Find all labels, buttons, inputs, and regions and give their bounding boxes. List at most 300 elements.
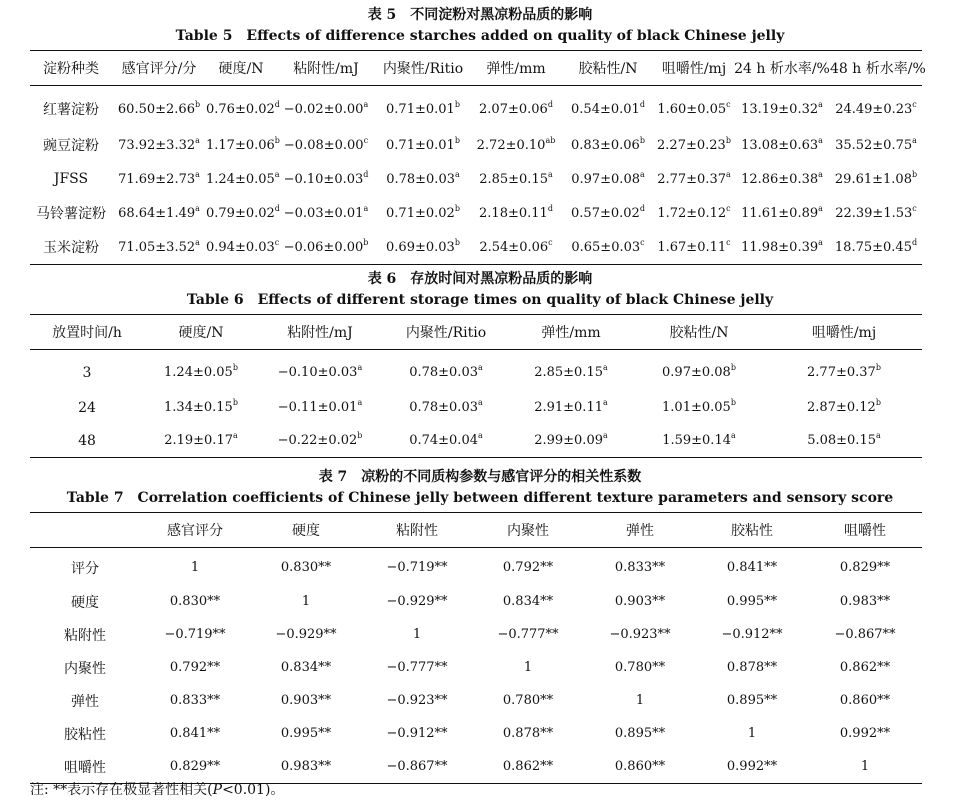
significance-letter: b — [232, 363, 238, 372]
significance-letter: b — [730, 363, 736, 372]
cell-value: 11.61±0.89 — [741, 205, 819, 221]
significance-letter: b — [357, 431, 363, 440]
table6-cell — [144, 350, 258, 392]
significance-letter: a — [603, 363, 608, 372]
table7-cell: 0.792** — [502, 560, 554, 575]
table5-column-header: 淀粉种类 — [30, 51, 112, 86]
cell-value: 0.65±0.03 — [571, 239, 641, 255]
table6-cell — [766, 391, 922, 424]
table5-cell — [654, 196, 734, 230]
table7-footnote: 注: **表示存在极显著性相关(P<0.01)。 — [30, 782, 285, 798]
table7-row — [30, 684, 922, 717]
cell-value: 22.39±1.53 — [835, 205, 913, 221]
table5-row-header: 马铃薯淀粉 — [36, 206, 106, 222]
significance-letter: a — [818, 203, 823, 213]
table7-cell: 0.834** — [280, 660, 332, 675]
significance-letter: a — [195, 203, 200, 213]
table7-cell: 0.895** — [726, 693, 778, 708]
table6-cell — [510, 424, 632, 458]
cell-value: 0.76±0.02 — [206, 101, 275, 117]
table5-cell — [562, 196, 654, 230]
table6-cell — [258, 424, 382, 458]
significance-letter: a — [478, 398, 483, 407]
significance-letter: a — [195, 237, 200, 247]
table7-cell: 0.903** — [280, 693, 332, 708]
table5-row-header: 玉米淀粉 — [30, 230, 112, 265]
table5-row — [30, 162, 922, 196]
table5-row-header: 豌豆淀粉 — [43, 138, 99, 154]
significance-letter: a — [478, 363, 483, 372]
significance-letter: a — [363, 99, 369, 109]
cell-value: 1.24±0.05 — [164, 365, 233, 380]
table5-cell — [206, 196, 280, 230]
table7-cell: 1 — [808, 750, 922, 784]
cell-value: 2.85±0.15 — [534, 365, 603, 380]
table7-cell: −0.923** — [609, 627, 671, 642]
cell-value: −0.10±0.03 — [283, 171, 364, 187]
table5-column-header: 胶粘性/N — [562, 51, 654, 86]
significance-letter: a — [195, 169, 200, 179]
significance-letter: b — [730, 398, 736, 407]
table5-cell — [470, 86, 562, 129]
cell-value: 18.75±0.45 — [834, 239, 912, 255]
table5-cell — [276, 86, 376, 129]
table5-cell — [562, 162, 654, 196]
table5-column-header: 硬度/N — [206, 51, 276, 86]
table7-cell: 0.860** — [584, 750, 696, 784]
table7-cell: 0.830** — [280, 560, 332, 575]
significance-letter: c — [912, 99, 917, 109]
table6-cell — [510, 391, 632, 424]
significance-letter: b — [911, 169, 918, 179]
table7-cell: 0.860** — [839, 693, 891, 708]
table7-cell: 0.829** — [140, 750, 250, 784]
cell-value: 13.08±0.63 — [741, 137, 819, 153]
table5-cell — [206, 162, 280, 196]
table5-cell — [112, 128, 206, 162]
table7-cell: −0.719** — [164, 627, 226, 642]
significance-letter: d — [547, 99, 553, 109]
cell-value: −0.10±0.03 — [277, 365, 358, 380]
cell-value: 0.79±0.02 — [206, 205, 275, 221]
table6-caption-en: Table 6 Effects of different storage times on quality of black Chinese jelly — [186, 292, 774, 308]
table7-cell: 1 — [412, 627, 422, 642]
table5-cell — [376, 196, 470, 230]
significance-letter: c — [726, 99, 731, 109]
table6-row — [30, 391, 922, 424]
table5-row-header: JFSS — [53, 171, 89, 187]
significance-letter: d — [363, 169, 369, 179]
table7-cell: 0.995** — [726, 594, 778, 609]
table7 — [30, 512, 922, 784]
table7-cell: 0.992** — [839, 726, 891, 741]
cell-value: 2.85±0.15 — [479, 171, 548, 187]
table6-column-header: 咀嚼性/mj — [766, 315, 922, 350]
table5-cell — [112, 162, 206, 196]
cell-value: −0.06±0.00 — [283, 239, 364, 255]
significance-letter: b — [454, 135, 460, 145]
table6-column-header: 放置时间/h — [30, 315, 144, 350]
table5-cell — [734, 196, 830, 230]
table7-column-header: 弹性 — [584, 513, 696, 548]
table5-cell — [276, 128, 376, 162]
table7-row — [30, 651, 922, 684]
table7-caption-en: Table 7 Correlation coefficients of Chinese jelly between different texture parameters and sensory score — [66, 490, 894, 506]
table7-row — [30, 548, 922, 586]
table7-column-header — [30, 513, 140, 548]
cell-value: 2.87±0.12 — [807, 400, 876, 415]
table6-cell — [766, 350, 922, 392]
table7-column-header: 粘附性 — [362, 513, 472, 548]
table5-cell — [562, 128, 654, 162]
table7-row-header: 评分 — [71, 560, 99, 577]
table5-cell — [112, 86, 206, 129]
cell-value: 0.78±0.03 — [409, 365, 478, 380]
table6-cell — [632, 424, 766, 458]
table7-column-header: 感官评分 — [140, 513, 250, 548]
table6-column-header: 硬度/N — [144, 315, 258, 350]
table7-cell: 0.895** — [614, 726, 666, 741]
table5-cell — [734, 86, 830, 129]
table7-cell: 0.833** — [169, 693, 221, 708]
table7-cell: 0.878** — [726, 660, 778, 675]
table5-column-header: 咀嚼性/mj — [654, 51, 734, 86]
cell-value: 0.69±0.03 — [386, 239, 455, 255]
significance-letter: a — [818, 135, 823, 145]
significance-letter: d — [274, 99, 280, 109]
table6-cell — [510, 350, 632, 392]
table5-caption-cn: 表 5 不同淀粉对黑凉粉品质的影响 — [367, 7, 593, 23]
cell-value: 71.69±2.73 — [118, 171, 196, 187]
table7-column-header: 咀嚼性 — [808, 513, 922, 548]
cell-value: 13.19±0.32 — [741, 101, 819, 117]
table5-cell — [562, 86, 654, 129]
cell-value: −0.11±0.01 — [277, 400, 358, 415]
table6-row-header: 48 — [30, 424, 144, 458]
cell-value: 60.50±2.66 — [117, 101, 195, 117]
significance-letter: a — [357, 398, 363, 407]
table7-cell: −0.929** — [275, 627, 337, 642]
significance-letter: a — [455, 169, 460, 179]
table6 — [30, 314, 922, 458]
table7-cell: 1 — [301, 594, 311, 609]
table6-cell — [632, 391, 766, 424]
table7-cell: −0.912** — [721, 627, 783, 642]
table5-cell — [376, 128, 470, 162]
table7-cell: −0.912** — [386, 726, 448, 741]
significance-letter: b — [875, 363, 881, 372]
cell-value: 1.72±0.12 — [657, 205, 727, 221]
table5-cell — [654, 128, 734, 162]
table7-cell: 1 — [523, 660, 533, 675]
table5-cell — [830, 162, 922, 196]
table7-cell: 0.878** — [502, 726, 554, 741]
table7-row-header: 弹性 — [71, 693, 99, 710]
cell-value: 1.24±0.05 — [206, 171, 275, 187]
cell-value: 0.97±0.08 — [571, 171, 640, 187]
significance-letter: b — [875, 398, 881, 407]
table7-cell: 0.792** — [169, 660, 221, 675]
significance-letter: d — [639, 99, 645, 109]
significance-letter: a — [363, 203, 369, 213]
significance-letter: a — [603, 431, 608, 440]
table7-cell: 0.983** — [250, 750, 362, 784]
significance-letter: c — [640, 237, 645, 247]
table5-cell — [734, 230, 830, 265]
table7-cell: −0.867** — [362, 750, 472, 784]
table5-cell — [734, 128, 830, 162]
cell-value: 0.71±0.02 — [386, 205, 455, 221]
table7-cell: 1 — [635, 693, 645, 708]
table7-cell: 0.830** — [169, 594, 221, 609]
table7-cell: −0.777** — [497, 627, 559, 642]
table5-cell — [470, 196, 562, 230]
significance-letter: b — [454, 237, 460, 247]
table5-cell — [276, 196, 376, 230]
cell-value: 0.71±0.01 — [386, 137, 455, 153]
table7-column-header: 硬度 — [250, 513, 362, 548]
cell-value: 0.78±0.03 — [409, 400, 478, 415]
table6-column-header: 内聚性/Ritio — [382, 315, 510, 350]
table5-row — [30, 196, 922, 230]
table5-cell — [654, 86, 734, 129]
table6-row — [30, 424, 922, 458]
significance-letter: a — [731, 431, 736, 440]
table6-cell — [144, 424, 258, 458]
cell-value: 24.49±0.23 — [835, 101, 913, 117]
significance-letter: a — [640, 169, 645, 179]
significance-letter: c — [912, 203, 917, 213]
table7-row — [30, 618, 922, 651]
significance-letter: d — [274, 203, 280, 213]
cell-value: 5.08±0.15 — [807, 433, 876, 448]
table6-cell — [382, 424, 510, 458]
table5-cell — [376, 230, 470, 265]
significance-letter: a — [478, 431, 483, 440]
cell-value: 1.34±0.15 — [164, 400, 233, 415]
table6-cell — [258, 391, 382, 424]
cell-value: 0.94±0.03 — [206, 239, 275, 255]
table5 — [30, 50, 926, 265]
table7-row — [30, 717, 922, 750]
cell-value: 2.99±0.09 — [534, 433, 603, 448]
table7-cell: −0.929** — [386, 594, 448, 609]
table5-cell — [830, 196, 922, 230]
table5-row — [30, 128, 922, 162]
table7-cell: 0.780** — [614, 660, 666, 675]
significance-letter: a — [274, 169, 280, 179]
cell-value: 2.07±0.06 — [479, 101, 548, 117]
table7-cell: 0.841** — [169, 726, 221, 741]
cell-value: 0.78±0.03 — [386, 171, 455, 187]
table5-column-header: 48 h 析水率/% — [830, 51, 922, 86]
cell-value: 35.52±0.75 — [835, 137, 913, 153]
table7-cell: 0.992** — [696, 750, 808, 784]
table7-column-header: 胶粘性 — [696, 513, 808, 548]
table5-column-header: 24 h 析水率/% — [734, 51, 830, 86]
significance-letter: a — [876, 431, 881, 440]
table5-row — [30, 230, 922, 265]
significance-letter: c — [548, 237, 553, 247]
table5-cell — [830, 128, 922, 162]
table7-cell: 0.833** — [614, 560, 666, 575]
table5-cell — [830, 230, 922, 265]
table5-cell — [376, 162, 470, 196]
cell-value: 12.86±0.38 — [741, 171, 819, 187]
table7-cell: 0.862** — [839, 660, 891, 675]
cell-value: −0.03±0.01 — [283, 205, 364, 221]
cell-value: 1.67±0.11 — [657, 239, 727, 255]
cell-value: 2.72±0.10 — [476, 137, 546, 153]
significance-letter: a — [818, 99, 823, 109]
table6-column-header: 胶粘性/N — [632, 315, 766, 350]
table7-cell: −0.923** — [386, 693, 448, 708]
significance-letter: b — [363, 237, 369, 247]
cell-value: 29.61±1.08 — [834, 171, 912, 187]
cell-value: −0.22±0.02 — [277, 433, 358, 448]
table6-row-header: 3 — [82, 364, 92, 381]
significance-letter: b — [725, 135, 731, 145]
significance-letter: b — [274, 135, 280, 145]
table6-column-header: 粘附性/mJ — [258, 315, 382, 350]
table5-cell — [112, 230, 206, 265]
table5-cell — [206, 128, 280, 162]
significance-letter: d — [911, 237, 918, 247]
table7-cell: 0.834** — [502, 594, 554, 609]
significance-letter: b — [454, 99, 460, 109]
table5-cell — [276, 162, 376, 196]
significance-letter: b — [194, 99, 201, 109]
table5-cell — [470, 230, 562, 265]
table6-cell — [144, 391, 258, 424]
table5-caption-en: Table 5 Effects of difference starches added on quality of black Chinese jelly — [175, 28, 785, 44]
table7-header-row — [30, 513, 922, 548]
significance-letter: b — [232, 398, 238, 407]
table6-cell — [258, 350, 382, 392]
table7-caption-cn: 表 7 凉粉的不同质构参数与感官评分的相关性系数 — [318, 469, 642, 485]
table7-cell: −0.867** — [834, 627, 896, 642]
table5-cell — [470, 128, 562, 162]
table5-row — [30, 86, 922, 129]
table5-cell — [206, 230, 280, 265]
table7-cell: 0.862** — [472, 750, 584, 784]
significance-letter: d — [547, 203, 553, 213]
table7-cell: 1 — [747, 726, 757, 741]
table6-header-row — [30, 315, 922, 350]
table5-cell — [376, 86, 470, 129]
table5-cell — [654, 230, 734, 265]
cell-value: 2.77±0.37 — [807, 365, 876, 380]
cell-value: 2.91±0.11 — [534, 400, 603, 415]
cell-value: 71.05±3.52 — [118, 239, 196, 255]
cell-value: 1.59±0.14 — [662, 433, 731, 448]
table7-row-header: 胶粘性 — [64, 726, 106, 743]
cell-value: 1.17±0.06 — [206, 137, 275, 153]
cell-value: 0.83±0.06 — [571, 137, 640, 153]
table7-cell: 0.995** — [280, 726, 332, 741]
table7-row-header: 咀嚼性 — [30, 750, 140, 784]
table6-cell — [632, 350, 766, 392]
table5-column-header: 内聚性/Ritio — [376, 51, 470, 86]
table7-cell: 0.903** — [614, 594, 666, 609]
table6-cell — [382, 391, 510, 424]
table5-cell — [276, 230, 376, 265]
significance-letter: a — [726, 169, 731, 179]
table5-cell — [734, 162, 830, 196]
cell-value: 2.19±0.17 — [164, 433, 233, 448]
cell-value: 2.54±0.06 — [479, 239, 549, 255]
cell-value: 1.60±0.05 — [657, 101, 727, 117]
table7-row — [30, 585, 922, 618]
cell-value: 1.01±0.05 — [662, 400, 731, 415]
table7-cell: 0.780** — [502, 693, 554, 708]
cell-value: 2.18±0.11 — [479, 205, 548, 221]
significance-letter: a — [357, 363, 363, 372]
table5-cell — [470, 162, 562, 196]
cell-value: 11.98±0.39 — [741, 239, 819, 255]
table7-cell: 0.983** — [839, 594, 891, 609]
table6-caption-cn: 表 6 存放时间对黑凉粉品质的影响 — [367, 271, 593, 287]
cell-value: 2.77±0.37 — [657, 171, 726, 187]
significance-letter: b — [639, 135, 645, 145]
table7-row-header: 硬度 — [71, 594, 99, 611]
table5-column-header: 粘附性/mJ — [276, 51, 376, 86]
cell-value: 73.92±3.32 — [118, 137, 196, 153]
table5-column-header: 弹性/mm — [470, 51, 562, 86]
cell-value: 2.27±0.23 — [657, 137, 726, 153]
table7-row-header: 内聚性 — [64, 660, 106, 677]
table5-cell — [112, 196, 206, 230]
significance-letter: a — [912, 135, 917, 145]
table6-column-header: 弹性/mm — [510, 315, 632, 350]
table5-cell — [562, 230, 654, 265]
table7-cell: 1 — [190, 560, 200, 575]
table5-cell — [830, 86, 922, 129]
table7-cell: −0.719** — [386, 560, 448, 575]
significance-letter: c — [363, 135, 369, 145]
table7-cell: 0.841** — [726, 560, 778, 575]
cell-value: 0.71±0.01 — [386, 101, 455, 117]
significance-letter: a — [603, 398, 608, 407]
table5-row-header: 红薯淀粉 — [43, 102, 99, 118]
table6-cell — [382, 350, 510, 392]
table5-column-header: 感官评分/分 — [112, 51, 206, 86]
significance-letter: c — [726, 237, 731, 247]
table6-cell — [766, 424, 922, 458]
table5-cell — [206, 86, 280, 129]
table7-cell: −0.777** — [386, 660, 448, 675]
table6-row-header: 24 — [78, 399, 96, 416]
cell-value: −0.08±0.00 — [283, 137, 364, 153]
cell-value: 0.57±0.02 — [571, 205, 640, 221]
table7-column-header: 内聚性 — [472, 513, 584, 548]
significance-letter: ab — [545, 135, 556, 145]
significance-letter: a — [818, 169, 823, 179]
table7-row-header: 粘附性 — [64, 627, 106, 644]
cell-value: 0.97±0.08 — [662, 365, 731, 380]
significance-letter: a — [233, 431, 238, 440]
significance-letter: c — [726, 203, 731, 213]
table5-cell — [654, 162, 734, 196]
significance-letter: a — [195, 135, 200, 145]
table6-row — [30, 350, 922, 392]
significance-letter: a — [548, 169, 553, 179]
cell-value: 68.64±1.49 — [118, 205, 196, 221]
significance-letter: a — [818, 237, 823, 247]
cell-value: −0.02±0.00 — [283, 101, 364, 117]
cell-value: 0.74±0.04 — [409, 433, 478, 448]
table7-cell: 0.829** — [839, 560, 891, 575]
